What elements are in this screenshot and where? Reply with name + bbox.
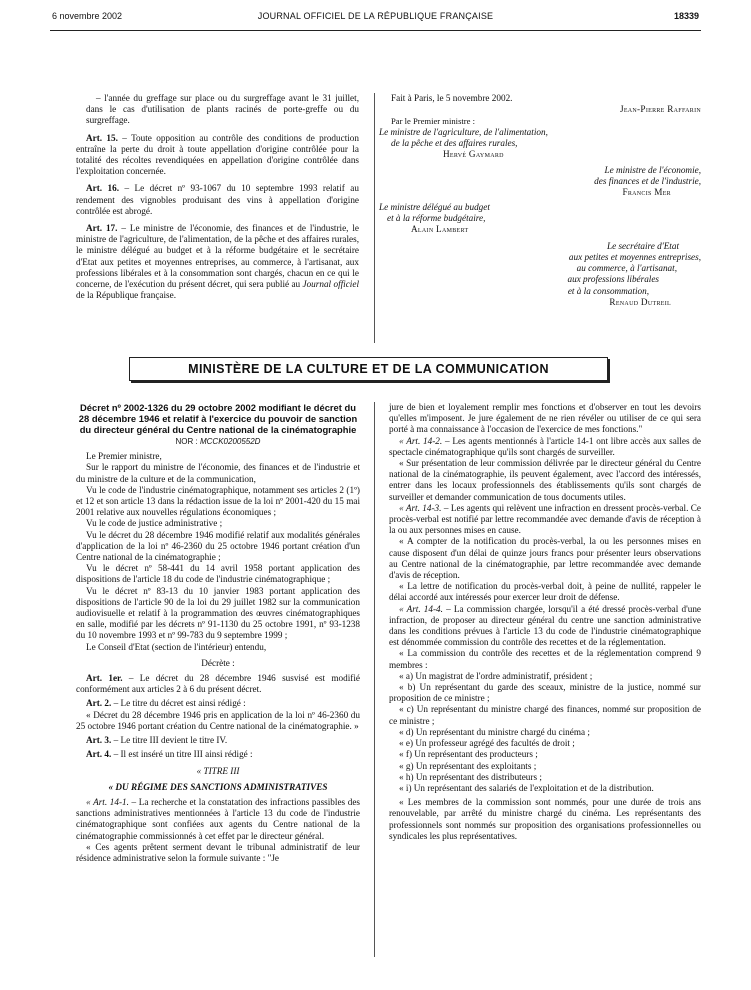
article-3 [76, 735, 360, 746]
member-h: « h) Un représentant des distributeurs ; [399, 771, 542, 782]
decree-line-6: Vu le décret nº 58-441 du 14 avril 1958 portant application des dispositions de l'article 18 du code de l'industrie cinématographique ; [76, 563, 360, 585]
article-17-text-b: de la République française. [76, 290, 176, 301]
eco-name: Francis Mer [622, 187, 671, 198]
article-4 [76, 749, 360, 760]
member-d: « d) Un représentant du ministre chargé du cinéma ; [399, 726, 590, 737]
decrete: Décrète : [201, 657, 235, 668]
decree-line-5: Vu le décret du 28 décembre 1946 modifié relatif aux modalités générales d'application de la loi nº 46-2360 du 25 octobre 1946 portant création d'un Centre national de la cinématographie ; [76, 529, 360, 563]
article-17-text-a: – Le ministre de l'économie, des finances et de l'industrie, le ministre de l'agriculture, de l'alimentation, de la pêche et des affaires rurales, le ministre délégué au budget et à la réforme budgétaire et le secrétaire d'Etat aux petites et moyennes entreprises, au commerce, à l'artisanat, aux professions libérales et à la consommation sont chargés, chacun en ce qui le concerne, de l'exécution du présent décret, qui sera publié au [76, 223, 359, 290]
member-f: « f) Un représentant des producteurs ; [399, 749, 538, 760]
sec-name: Renaud Dutreil [609, 297, 671, 308]
sec-title-3: au commerce, à l'artisanat, [576, 263, 677, 274]
decree-right-column [389, 402, 701, 842]
page-header [0, 11, 751, 25]
decree-left-column [76, 402, 360, 864]
budget-title-2: et à la réforme budgétaire, [387, 212, 486, 223]
right-line-3: « A compter de la notification du procès-verbal, la ou les personnes mises en cause disposent d'un délai de quinze jours francs pour présenter leurs observations au Centre national de la cinématographie, par lettre recommandée avec demande d'avis de réception. [389, 536, 701, 581]
decree-line-1: Le Premier ministre, [86, 451, 162, 462]
article-14-1-text: – La recherche et la constatation des infractions passibles des sanctions administratives mentionnées à l'article 13 du code de l'industrie cinématographique sont confiées aux agents du Centre national de la cinématographie commissionnés à cet effet par le directeur général. [76, 796, 360, 841]
ministry-banner: MINISTÈRE DE LA CULTURE ET DE LA COMMUNICATION [129, 357, 608, 381]
article-1-text: – Le décret du 28 décembre 1946 susvisé est modifié conformément aux articles 2 à 6 du présent décret. [76, 673, 360, 695]
article-2 [76, 698, 360, 709]
nor-reference [76, 436, 360, 447]
member-b: « b) Un représentant du garde des sceaux, ministre de la justice, nommé sur proposition de ce ministre ; [389, 682, 701, 704]
right-line-4: « La lettre de notification du procès-verbal doit, à peine de nullité, rappeler le délai accordé aux intéressés pour exercer leur droit de défense. [389, 581, 701, 603]
article-2-quote: « Décret du 28 décembre 1946 pris en application de la loi nº 46-2360 du 25 octobre 1946 portant création du Centre national de la cinématographie. » [76, 709, 360, 731]
titre-iii: « TITRE III [196, 766, 240, 777]
right-line-6: « Les membres de la commission sont nommés, pour une durée de trois ans renouvelable, par arrêté du ministre chargé du cinéma. Les représentants des professionnels sont nommés sur proposition des organisations professionnelles ou syndicales les plus représentatives. [389, 797, 701, 841]
article-16-text: – Le décret nº 93-1067 du 10 septembre 1993 relatif au rendement des vignobles produisant des vins à appellation d'origine contrôlée est abrogé. [76, 183, 359, 216]
regime-heading: « DU RÉGIME DES SANCTIONS ADMINISTRATIVES [108, 781, 328, 792]
decree-line-4: Vu le code de justice administrative ; [86, 518, 223, 529]
header-page-number: 18339 [673, 11, 699, 21]
article-14-3-text: – Les agents qui relèvent une infraction en dressent procès-verbal. Ce procès-verbal est notifié par lettre recommandée avec demande d'avis de réception à la ou aux personnes mises en cause. [389, 502, 701, 536]
budget-title-1: Le ministre délégué au budget [379, 201, 490, 212]
article-14-1 [76, 797, 360, 842]
signatures-block [379, 93, 701, 308]
article-15-label: Art. 15. [86, 132, 118, 143]
header-journal-title: JOURNAL OFFICIEL DE LA RÉPUBLIQUE FRANÇAISE [257, 11, 494, 21]
article-1-label: Art. 1er. [86, 673, 123, 684]
article-17-label: Art. 17. [86, 223, 118, 234]
agri-name: Hervé Gaymard [443, 149, 504, 160]
article-14-4-label: « Art. 14-4. [399, 603, 443, 614]
article-14-3 [389, 503, 701, 537]
top-column-divider [374, 93, 375, 343]
decree-line-7: Vu le décret nº 83-13 du 10 janvier 1983 portant application des dispositions de l'article 90 de la loi du 29 juillet 1982 sur la communication audiovisuelle et relatif à la programmation des œuvres cinématographiques en salle, modifié par les décrets nº 91-1130 du 25 octobre 1991, nº 93-1238 du 10 novembre 1993 et nº 99-783 du 9 septembre 1999 ; [76, 585, 360, 641]
article-2-label: Art. 2. [86, 698, 112, 709]
sec-title-4: aux professions libérales [567, 274, 659, 285]
article-2-text: – Le titre du décret est ainsi rédigé : [111, 698, 246, 709]
article-4-label: Art. 4. [86, 749, 112, 760]
article-14-2-label: « Art. 14-2. [399, 435, 443, 446]
sec-title-1: Le secrétaire d'Etat [606, 240, 679, 251]
article-14-1-serment: « Ces agents prêtent serment devant le tribunal administratif de leur résidence administrative selon la formule suivante : "Je [76, 841, 360, 863]
member-g: « g) Un représentant des exploitants ; [399, 760, 537, 771]
article-14-3-label: « Art. 14-3. [399, 502, 442, 513]
article-15 [76, 133, 359, 178]
top-left-column [76, 93, 359, 301]
eco-title-2: des finances et de l'industrie, [594, 176, 701, 187]
agri-title-2: de la pêche et des affaires rurales, [391, 138, 518, 149]
by-pm: Par le Premier ministre : [391, 115, 476, 126]
article-14-4 [389, 604, 701, 649]
article-3-label: Art. 3. [86, 735, 112, 746]
sec-title-2: aux petites et moyennes entreprises, [568, 251, 701, 262]
right-line-5: « La commission du contrôle des recettes et de la réglementation comprend 9 membres : [389, 648, 701, 670]
article-14-4-text: – La commission chargée, lorsqu'il a été dressé procès-verbal d'une infraction, de proposer au directeur général du centre une sanction administrative dans les conditions prévues à l'article 13 du code de l'industrie cinématographique est dénommée commission du contrôle des recettes et de la réglementation. [389, 603, 701, 648]
article-16-label: Art. 16. [86, 183, 120, 194]
header-rule [50, 30, 701, 31]
decree-line-2: Sur le rapport du ministre de l'économie, des finances et de l'industrie et du ministre de la culture et de la communication, [76, 462, 360, 484]
nor-code: MCCK0200552D [199, 437, 261, 446]
place-date: Fait à Paris, le 5 novembre 2002. [391, 93, 513, 103]
member-i: « i) Un représentant des salariés de l'exploitation et de la distribution. [399, 782, 654, 793]
header-date: 6 novembre 2002 [52, 11, 123, 21]
decree-title: Décret nº 2002-1326 du 29 octobre 2002 modifiant le décret du 28 décembre 1946 et relatif à l'exercice du pouvoir de sanction du directeur général du Centre national de la cinématographie [78, 402, 358, 435]
article-1 [76, 673, 360, 695]
article-15-text: – Toute opposition au contrôle des conditions de production entraîne la perte du droit à toute appellation d'origine contrôlée pour la totalité des récoltes revendiquées en appellation d'origine contrôlée dans l'exploitation concernée. [76, 132, 359, 177]
nor-label: NOR : [175, 437, 200, 446]
article-3-text: – Le titre III devient le titre IV. [111, 735, 228, 746]
member-a: « a) Un magistrat de l'ordre administratif, président ; [399, 670, 593, 681]
member-c: « c) Un représentant du ministre chargé des finances, nommé sur proposition de ce ministre ; [389, 704, 701, 726]
pm-name: Jean-Pierre Raffarin [619, 104, 701, 115]
right-line-1: jure de bien et loyalement remplir mes fonctions et d'observer en tout les devoirs qu'elles m'imposent. Je jure également de ne rien révéler ou utiliser de ce qui sera porté à ma connaissance à l'occasion de l'exercice de mes fonctions." [389, 402, 701, 435]
article-17-journal-officiel: Journal officiel [302, 279, 359, 290]
article-14-1-label: « Art. 14-1. [86, 796, 129, 807]
right-line-2: « Sur présentation de leur commission délivrée par le directeur général du Centre national de la cinématographie, ils peuvent également, avec l'accord des intéressés, entrer dans les locaux professionnels des établissements qu'ils sont chargés de surveiller et demander communication de tous documents utiles. [389, 458, 701, 502]
article-17 [76, 223, 359, 301]
decree-line-3: Vu le code de l'industrie cinématographique, notamment ses articles 2 (1º) et 12 et son article 13 dans la rédaction issue de la loi nº 2001-420 du 15 mai 2001 relative aux nouvelles régulations économiques ; [76, 484, 360, 518]
article-14-2 [389, 436, 701, 458]
paragraph-greffage: – l'année du greffage sur place ou du surgreffage avant le 31 juillet, dans le cas d'utilisation de plants racinés de porte-greffe ou du surgreffage. [86, 93, 359, 126]
agri-title-1: Le ministre de l'agriculture, de l'alimentation, [379, 126, 548, 137]
article-4-text: – Il est inséré un titre III ainsi rédigé : [111, 749, 253, 760]
article-14-2-text: – Les agents mentionnés à l'article 14-1 ont libre accès aux salles de spectacle cinématographique qu'ils sont chargés de surveiller. [389, 435, 702, 457]
sec-title-5: et à la consommation, [567, 285, 649, 296]
eco-title-1: Le ministre de l'économie, [604, 164, 701, 175]
article-16 [76, 183, 359, 217]
decree-column-divider [374, 402, 375, 957]
decree-line-8: Le Conseil d'Etat (section de l'intérieur) entendu, [86, 641, 267, 652]
member-e: « e) Un professeur agrégé des facultés de droit ; [399, 738, 575, 749]
budget-name: Alain Lambert [411, 224, 469, 235]
